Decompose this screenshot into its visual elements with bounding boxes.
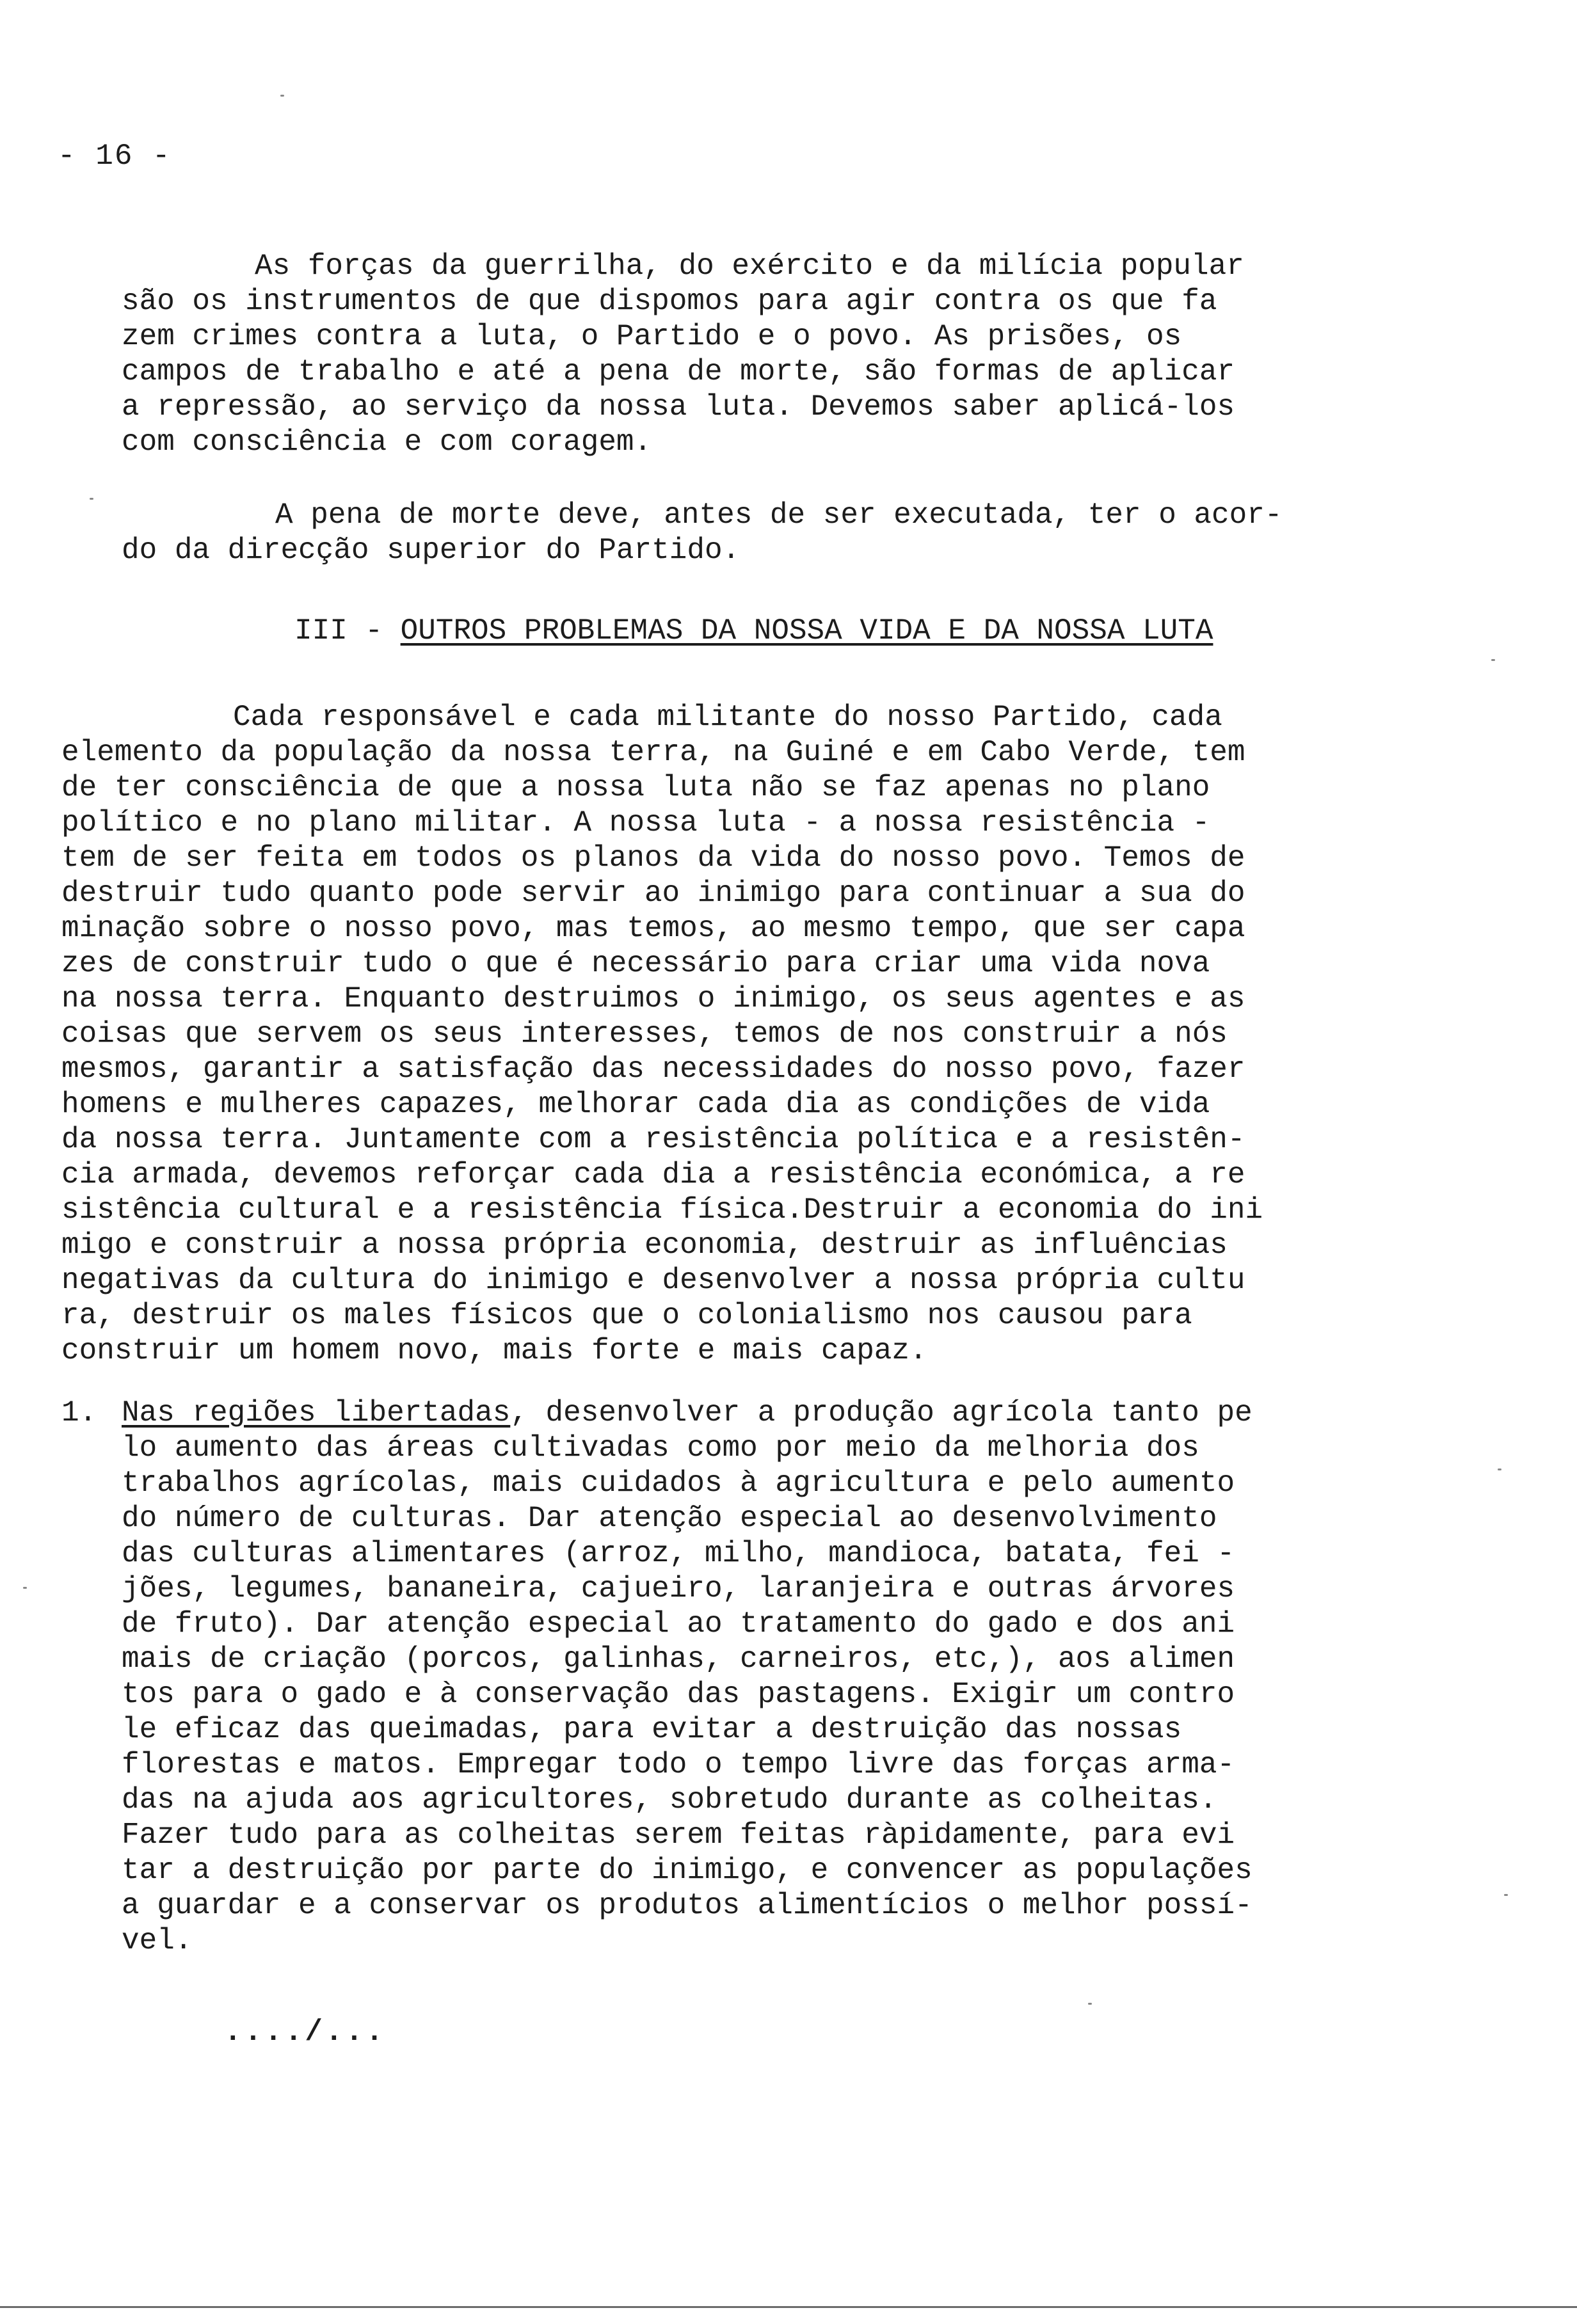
text-line: trabalhos agrícolas, mais cuidados à agricultura e pelo aumento [122,1467,1235,1500]
text-line: tem de ser feita em todos os planos da vida do nosso povo. Temos de [61,841,1245,875]
text-line: a guardar e a conservar os produtos alimentícios o melhor possí- [122,1889,1253,1922]
text-line: cia armada, devemos reforçar cada dia a resistência económica, a re [61,1158,1245,1191]
scan-speck [1504,1894,1508,1896]
text-line: são os instrumentos de que dispomos para agir contra os que fa [122,285,1217,318]
text-line: homens e mulheres capazes, melhorar cada dia as condições de vida [61,1088,1210,1121]
text-line: florestas e matos. Empregar todo o tempo livre das forças arma- [122,1748,1235,1781]
text-line: elemento da população da nossa terra, na Guiné e em Cabo Verde, tem [61,736,1245,769]
text-line: a repressão, ao serviço da nossa luta. Devemos saber aplicá-los [122,390,1235,424]
text-line: na nossa terra. Enquanto destruimos o inimigo, os seus agentes e as [61,982,1245,1015]
text-line: Fazer tudo para as colheitas serem feitas ràpidamente, para evi [122,1819,1235,1852]
text-line: político e no plano militar. A nossa luta - a nossa resistência - [61,806,1210,840]
page-number: - 16 - [58,139,172,173]
text-line: das culturas alimentares (arroz, milho, mandioca, batata, fei - [122,1537,1235,1570]
scan-speck [90,498,93,500]
text-line: campos de trabalho e até a pena de morte, são formas de aplicar [122,355,1235,388]
scan-speck [1088,2003,1092,2005]
text-line: Cada responsável e cada militante do nosso Partido, cada [233,701,1222,734]
list-item-number: 1. [61,1396,97,1429]
text-line: construir um homem novo, mais forte e mais capaz. [61,1334,927,1367]
text-line: mais de criação (porcos, galinhas, carneiros, etc,), aos alimen [122,1643,1235,1676]
text-line: migo e construir a nossa própria economia, destruir as influências [61,1229,1228,1262]
text-line: das na ajuda aos agricultores, sobretudo durante as colheitas. [122,1783,1217,1817]
continuation-mark: ..../... [224,2016,386,2049]
text-line: do número de culturas. Dar atenção especial ao desenvolvimento [122,1502,1217,1535]
text-line: zes de construir tudo o que é necessário para criar uma vida nova [61,947,1210,980]
list-item-lead: Nas regiões libertadas [122,1396,511,1429]
text-line: sistência cultural e a resistência física.Destruir a economia do ini [61,1193,1263,1227]
text-line: da nossa terra. Juntamente com a resistência política e a resistên- [61,1123,1245,1156]
text-line: vel. [122,1924,193,1957]
scan-bottom-edge [0,2306,1577,2308]
text-line: minação sobre o nosso povo, mas temos, ao mesmo tempo, que ser capa [61,912,1245,945]
list-item-lead-rest: , desenvolver a produção agrícola tanto pe [510,1396,1253,1429]
text-line: mesmos, garantir a satisfação das necessidades do nosso povo, fazer [61,1053,1245,1086]
text-line: tar a destruição por parte do inimigo, e convencer as populações [122,1854,1253,1887]
text-line: tos para o gado e à conservação das pastagens. Exigir um contro [122,1678,1235,1711]
section-heading [294,614,1213,648]
text-line: le eficaz das queimadas, para evitar a destruição das nossas [122,1713,1182,1746]
text-line: A pena de morte deve, antes de ser executada, ter o acor- [275,498,1283,532]
text-line: do da direcção superior do Partido. [122,534,740,567]
text-line: de ter consciência de que a nossa luta não se faz apenas no plano [61,771,1210,804]
section-heading-prefix: III - [294,614,401,648]
text-line: As forças da guerrilha, do exército e da milícia popular [255,250,1244,283]
scan-speck [23,1587,27,1589]
text-line: com consciência e com coragem. [122,426,652,459]
text-line: ra, destruir os males físicos que o colonialismo nos causou para [61,1299,1192,1332]
scan-speck [1498,1468,1501,1470]
list-item-first-line [122,1398,1253,1428]
text-line: zem crimes contra a luta, o Partido e o povo. As prisões, os [122,320,1182,353]
text-line: negativas da cultura do inimigo e desenvolver a nossa própria cultu [61,1264,1245,1297]
section-heading-title: OUTROS PROBLEMAS DA NOSSA VIDA E DA NOSSA LUTA [400,614,1213,648]
text-line: coisas que servem os seus interesses, temos de nos construir a nós [61,1017,1228,1051]
text-line: de fruto). Dar atenção especial ao tratamento do gado e dos ani [122,1607,1235,1641]
text-line: lo aumento das áreas cultivadas como por meio da melhoria dos [122,1431,1199,1465]
scan-speck [1491,659,1495,661]
scan-speck [280,95,284,97]
text-line: destruir tudo quanto pode servir ao inimigo para continuar a sua do [61,877,1245,910]
text-line: jões, legumes, bananeira, cajueiro, laranjeira e outras árvores [122,1572,1235,1605]
